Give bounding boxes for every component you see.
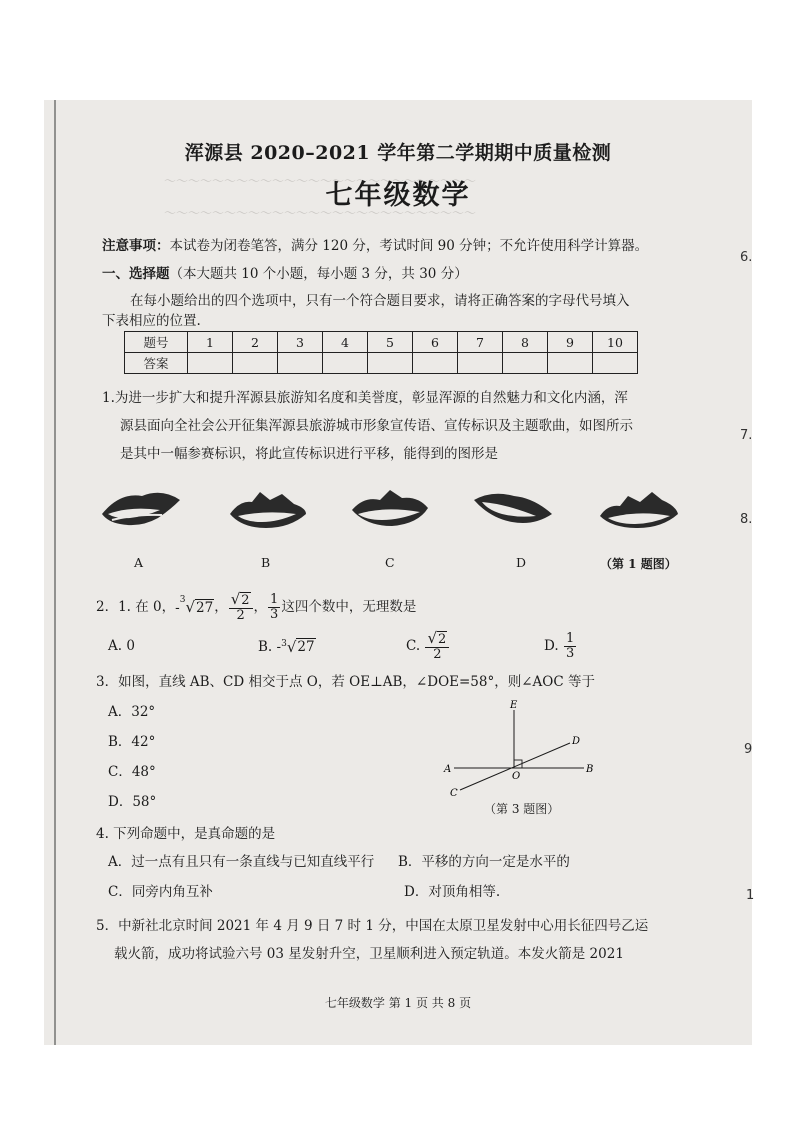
section1-instruction-2: 下表相应的位置. — [102, 313, 201, 329]
table-number-cell: 7 — [458, 332, 503, 353]
q2-option-d: D. $\frac{1}{3}$ — [544, 630, 575, 661]
answer-cell[interactable] — [368, 353, 413, 374]
notice-text: 本试卷为闭卷笔答，满分 120 分，考试时间 90 分钟；不允许使用科学计算器。 — [169, 238, 649, 254]
q1-line-2: 源县面向全社会公开征集浑源县旅游城市形象宣传语、宣传标识及主题歌曲，如图所示 — [120, 418, 633, 434]
q1-option-b-label: B — [261, 555, 271, 570]
notice-label: 注意事项： — [102, 238, 170, 254]
q4-option-c: C．同旁内角互补 — [108, 884, 213, 900]
q4-stem: 4. 下列命题中，是真命题的是 — [96, 826, 276, 842]
point-d-label: D — [572, 736, 581, 747]
q2-sqrt2-over-2: $\frac{√2}{2}$ — [229, 592, 253, 622]
q3-option-d: D．58° — [108, 794, 157, 810]
margin-number: 8. — [740, 512, 753, 527]
q3-figure-caption: （第 3 题图） — [484, 802, 560, 816]
q2-option-c: C. $\frac{√2}{2}$ — [406, 626, 450, 666]
table-number-cell: 2 — [233, 332, 278, 353]
q2-suffix: 这四个数中，无理数是 — [281, 598, 417, 615]
margin-number: 6. — [740, 250, 753, 265]
q1-line-1: 1.为进一步扩大和提升浑源县旅游知名度和美誉度，彰显浑源的自然魅力和文化内涵，浑 — [102, 390, 628, 406]
answer-table-row-answers — [125, 353, 638, 374]
q2-one-third: $\frac{1}{3}$ — [270, 591, 279, 622]
q3-stem: 3．如图，直线 AB、CD 相交于点 O，若 OE⊥AB，∠DOE=58°，则∠AOC 等于 — [96, 674, 595, 690]
margin-number: 7. — [740, 428, 753, 443]
q3-option-a: A．32° — [108, 704, 156, 720]
line-cd — [460, 743, 570, 790]
answer-cell[interactable] — [323, 353, 368, 374]
q5-line-1: 5．中新社北京时间 2021 年 4 月 9 日 7 时 1 分，中国在太原卫星发射中心用长征四号乙运 — [96, 918, 649, 934]
table-number-cell: 4 — [323, 332, 368, 353]
table-number-cell: 6 — [413, 332, 458, 353]
q1-option-b-logo — [348, 486, 432, 532]
notice — [102, 238, 648, 254]
section1-title: 一、选择题 — [102, 266, 170, 282]
answer-cell[interactable] — [548, 353, 593, 374]
table-number-cell: 3 — [278, 332, 323, 353]
point-c-label: C — [450, 788, 458, 798]
q1-figure-caption: （第 1 题图） — [600, 557, 677, 571]
q2-prefix: 2．1. 在 0， — [96, 598, 176, 615]
answer-cell[interactable] — [593, 353, 638, 374]
bleed-through-text: ～～～～～～～～～～～～～～～～～～～～～～～～～～ — [164, 174, 477, 188]
margin-number: 1 — [746, 888, 755, 903]
q2-option-a: A. 0 — [108, 638, 135, 654]
answer-table — [124, 331, 638, 374]
q4-option-d: D．对顶角相等. — [404, 884, 501, 900]
table-number-cell: 9 — [548, 332, 593, 353]
section1-instruction-1: 在每小题给出的四个选项中，只有一个符合题目要求，请将正确答案的字母代号填入 — [130, 293, 630, 309]
q1-original-logo — [100, 484, 184, 530]
answer-cell[interactable] — [413, 353, 458, 374]
q3-option-b: B．42° — [108, 734, 156, 750]
q2-neg-cube-root: -$^3$√27 — [175, 594, 214, 616]
q3-geometry-figure — [434, 698, 594, 798]
answer-table-row-numbers — [125, 332, 638, 353]
point-b-label: B — [586, 764, 594, 775]
table-header-cell: 题号 — [125, 332, 188, 353]
q1-option-d-logo — [598, 486, 682, 532]
q3-option-c: C．48° — [108, 764, 156, 780]
q1-option-c-label: C — [385, 555, 395, 570]
answer-cell[interactable] — [233, 353, 278, 374]
point-o-label: O — [512, 771, 521, 782]
table-number-cell: 10 — [593, 332, 638, 353]
section1-note: （本大题共 10 个小题，每小题 3 分，共 30 分） — [169, 266, 468, 282]
section1-heading — [102, 266, 468, 282]
q1-option-a-label: A — [134, 555, 144, 570]
answer-cell[interactable] — [188, 353, 233, 374]
answer-cell[interactable] — [278, 353, 323, 374]
q1-option-c-logo — [472, 484, 556, 530]
margin-number: 9 — [744, 742, 753, 757]
subject-title: 七年级数学 — [325, 180, 471, 211]
q4-option-a: A．过一点有且只有一条直线与已知直线平行 — [108, 854, 375, 870]
exam-page — [44, 100, 755, 1045]
table-number-cell: 8 — [503, 332, 548, 353]
table-header-cell: 答案 — [125, 353, 188, 374]
q2-stem: 2．1. 在 0， -$^3$√27 ， $\frac{√2}{2}$ ， $\frac{1}{3}$ 这四个数中，无理数是 — [96, 589, 417, 623]
margin-line — [54, 100, 56, 1045]
answer-cell[interactable] — [503, 353, 548, 374]
q1-option-a-logo — [226, 486, 310, 532]
table-number-cell: 1 — [188, 332, 233, 353]
q1-line-3: 是其中一幅参赛标识，将此宣传标识进行平移，能得到的图形是 — [120, 446, 498, 462]
table-number-cell: 5 — [368, 332, 413, 353]
page-footer: 七年级数学 第 1 页 共 8 页 — [324, 996, 472, 1010]
q4-option-b: B．平移的方向一定是水平的 — [398, 854, 570, 870]
q1-option-d-label: D — [516, 555, 527, 570]
q5-line-2: 载火箭，成功将试验六号 03 星发射升空，卫星顺利进入预定轨道。本发火箭是 2021 — [114, 946, 624, 962]
q2-option-b: B. - 3 √ 27 — [258, 638, 315, 656]
point-a-label: A — [444, 764, 452, 775]
answer-cell[interactable] — [458, 353, 503, 374]
exam-title: 浑源县 2020–2021 学年第二学期期中质量检测 — [184, 142, 612, 164]
bleed-through-text: ～～～～～～～～～～～～～～～～～～～～～～～～～～ — [164, 206, 477, 220]
point-e-label: E — [510, 700, 518, 711]
